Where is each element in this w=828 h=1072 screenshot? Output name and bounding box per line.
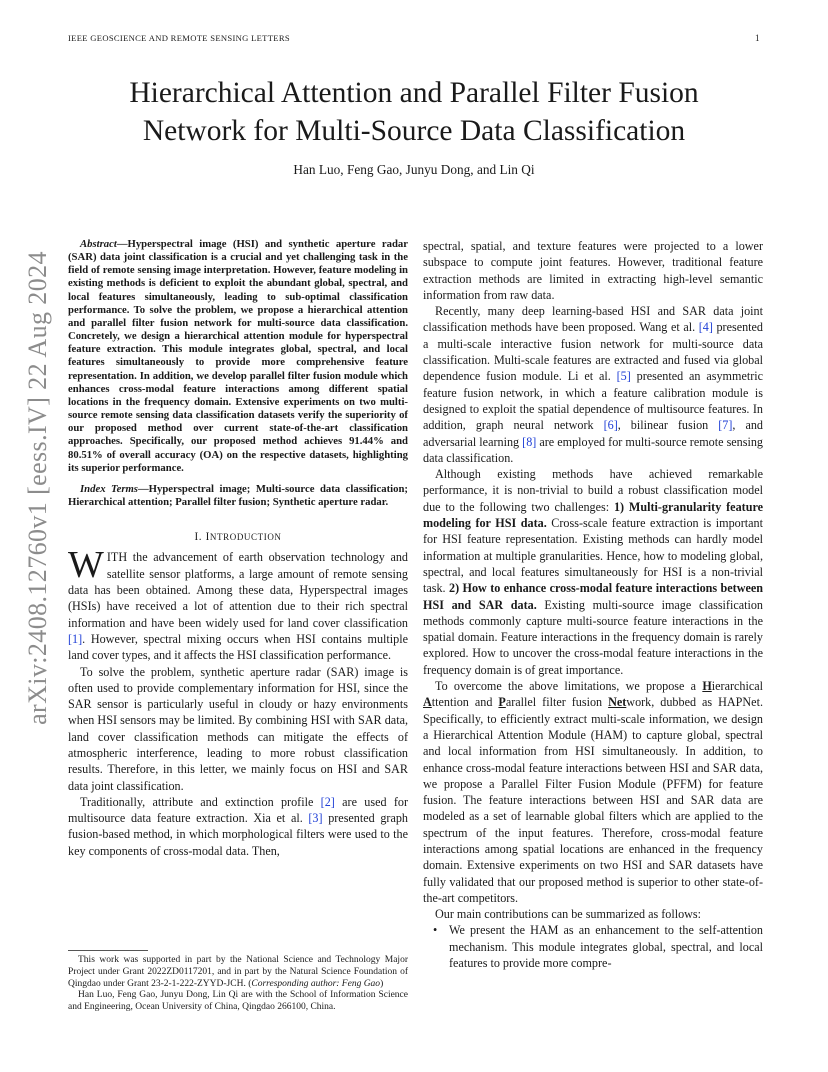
section-heading: I. INTRODUCTION	[194, 531, 282, 544]
acronym-letter-a: A	[423, 695, 432, 710]
right-p2-a: Recently, many deep learning-based HSI and SAR data joint classification methods have been proposed. Wang et al.	[423, 304, 763, 335]
right-p3-a: Although existing methods have achieved remarkable performance, it is non-trivial to build a robust classification model due to the following two challenges:	[423, 467, 763, 514]
right-p2-e: , and adversarial learning	[423, 418, 763, 449]
title-block	[68, 74, 760, 178]
title-line-1: Hierarchical Attention and Parallel Filter Fusion	[129, 77, 699, 109]
right-p4-par: arallel filter fusion	[505, 695, 609, 710]
citation-link[interactable]: [7]	[718, 418, 733, 433]
footnote-funding-b: )	[380, 978, 384, 989]
right-p4-b: , dubbed as HAPNet. Specifically, to efficiently extract multi-scale information, we design a Hierarchical Attention Module (HAM) to capture global, spectral and local information from HSI simultaneously. In addition, to enhance cross-modal feature interactions between HSI and SAR data, we propose a Parallel Filter Fusion Module (PFFM) for feature fusion. The feature interactions between HSI and SAR data are modeled as a set of learnable global filters which are applied to the spectrum of the input features. Therefore, cross-modal feature interactions among spatial locations are enhanced in the frequency domain. Extensive experiments on two HSI and SAR datasets have fully validated that our proposed method is superior to other state-of-the-art competitors.	[423, 695, 763, 905]
footnote-corresponding: Corresponding author: Feng Gao	[251, 978, 381, 989]
bullet-icon: •	[433, 923, 438, 938]
authors: Han Luo, Feng Gao, Junyu Dong, and Lin Qi	[293, 162, 535, 177]
intro-paragraph-2: To solve the problem, synthetic aperture radar (SAR) image is often used to provide complementary information for HSI, since the SAR sensor is particularly useful in cloudy or hazy environments when HSI sensors may be limited. By combining HSI with SAR data, land cover classification methods can mitigate the effects of atmospheric interference, leading to more robust classification results. Therefore, in this letter, we mainly focus on HSI and SAR data joint classification.	[68, 664, 408, 793]
abstract	[68, 238, 408, 475]
abstract-text: —Hyperspectral image (HSI) and synthetic aperture radar (SAR) data joint classification is a crucial and yet challenging task in the field of remote sensing image interpretation. However, feature modeling in existing methods is deficient to exploit the abundant global, spectral, and local features simultaneously, leading to sub-optimal classification performance. To solve the problem, we propose a hierarchical attention and parallel filter fusion network for multi-source data classification. Concretely, we design a hierarchical attention module for hyperspectral feature extraction. This module integrates global, spectral, and local features simultaneously to provide more comprehensive feature representation. In addition, we develop parallel filter fusion module which enhances cross-modal feature interactions among different spatial locations in the frequency domain. Extensive experiments on two multi-source remote sensing data classification datasets verify the superiority of our proposed method over current state-of-the-art classification approaches. Specifically, our proposed method achieves 91.44% and 80.51% of overall accuracy (OA) on the respective datasets, highlighting its superior performance.	[68, 238, 408, 474]
right-p4-att: ttention and	[431, 695, 499, 710]
citation-link[interactable]: [4]	[698, 320, 713, 335]
right-p4-hier: ierarchical	[711, 679, 763, 694]
right-p4-a: To overcome the above limitations, we propose a	[435, 679, 703, 694]
abstract-label: Abstract	[80, 238, 117, 250]
right-p2-c: presented an asymmetric feature fusion network, in which a feature calibration module is designed to exploit the spatial dependence of multisource features. In addition, graph neural network	[423, 369, 764, 433]
right-paragraph-3	[423, 466, 763, 678]
right-p2-b: presented a multi-scale interactive fusion network for multi-source data classification. Multi-scale features are extracted and fused via global dependence fusion module. Li et al.	[423, 320, 763, 384]
citation-link[interactable]: [6]	[603, 418, 618, 433]
intro-paragraph-1	[68, 544, 408, 663]
intro-p1-text: ITH the advancement of earth observation technology and satellite sensor platforms, a large amount of remote sensing data has been obtained. Among these data, Hyperspectral images (HSIs) have received a lot of attention due to their rich spectral information and have been widely used for land cover classification	[68, 550, 408, 630]
citation-link[interactable]: [5]	[616, 369, 631, 384]
index-terms-label: Index Terms	[80, 482, 138, 495]
arxiv-stamp: arXiv:2408.12760v1 [eess.IV] 22 Aug 2024	[23, 251, 52, 725]
running-head: IEEE GEOSCIENCE AND REMOTE SENSING LETTERS	[68, 33, 290, 43]
contribution-bullet-1	[423, 922, 763, 971]
right-p2-f: are employed for multi-source remote sensing data classification.	[423, 434, 763, 465]
index-terms	[68, 483, 408, 509]
right-paragraph-1: spectral, spatial, and texture features were projected to a lower subspace to compute joint features. However, traditional feature extraction methods are limited in extracting high-level semantic information from raw data.	[423, 239, 763, 302]
intro-p1-end: . However, spectral mixing occurs when HSI contains multiple land cover types, and it affects the HSI classification performance.	[68, 631, 408, 663]
right-p3-d: Existing multi-source image classification methods commonly capture multi-source feature interactions in the spatial domain. Feature interactions in the frequency domain is rarely explored. How to uncover the cross-modal feature interactions in the frequency domain is of great importance.	[423, 597, 763, 677]
right-column	[423, 238, 763, 971]
right-p3-c: Cross-scale feature extraction is important for HSI feature representation. Existing methods can hardly model information at multiple granularities. Hence, how to modeling global, spectral, and local features simultaneously for HSI is a non-trivial task.	[423, 516, 764, 596]
right-paragraph-4	[423, 678, 763, 906]
citation-link[interactable]: [8]	[522, 434, 537, 449]
index-terms-text: —Hyperspectral image; Multi-source data classification; Hierarchical attention; Parallel filter fusion; Synthetic aperture radar.	[68, 482, 408, 508]
right-p4-work: work	[626, 695, 652, 710]
dropcap: W	[68, 544, 104, 587]
challenge-1: 1) Multi-granularity feature modeling for HSI data.	[423, 499, 763, 531]
bullet-1-text: We present the HAM as an enhancement to the self-attention mechanism. This module integrates global, spectral, and local features to provide more compre-	[449, 923, 763, 971]
footnotes	[68, 938, 408, 1014]
intro-p3-a: Traditionally, attribute and extinction profile	[80, 794, 321, 809]
right-p2-d: , bilinear fusion	[617, 418, 719, 433]
citation-link[interactable]: [1]	[68, 631, 83, 646]
intro-p3-c: presented graph fusion-based method, in which morphological filters were used to the key components of cross-modal data. Then,	[68, 811, 408, 858]
acronym-net: Net	[608, 695, 627, 710]
page-number: 1	[755, 33, 760, 43]
footnote-affiliation: Han Luo, Feng Gao, Junyu Dong, Lin Qi are with the School of Information Science and Engineering, Ocean University of China, Qingdao 266100, China.	[68, 990, 408, 1013]
citation-link[interactable]: [2]	[320, 794, 335, 809]
citation-link[interactable]: [3]	[308, 811, 323, 826]
challenge-2: 2) How to enhance cross-modal feature interactions between HSI and SAR data.	[423, 581, 763, 612]
intro-p3-b: are used for multisource data feature extraction. Xia et al.	[68, 794, 408, 826]
right-paragraph-5: Our main contributions can be summarized as follows:	[435, 907, 702, 922]
footnote-funding-a: This work was supported in part by the National Science and Technology Major Project under Grant 2022ZD0117201, and in part by the Natural Science Foundation of Qingdao under Grant 23-2-1-222-ZYYD-JCH. (	[68, 955, 408, 989]
left-column	[68, 238, 408, 859]
footnote-rule	[68, 950, 148, 951]
acronym-letter-p: P	[498, 695, 506, 710]
paper-title	[68, 74, 760, 150]
title-line-2: Network for Multi-Source Data Classification	[142, 115, 686, 147]
intro-paragraph-3	[68, 794, 408, 859]
right-paragraph-2	[423, 303, 763, 466]
acronym-letter-h: H	[702, 679, 712, 694]
footnote-funding	[68, 955, 408, 990]
